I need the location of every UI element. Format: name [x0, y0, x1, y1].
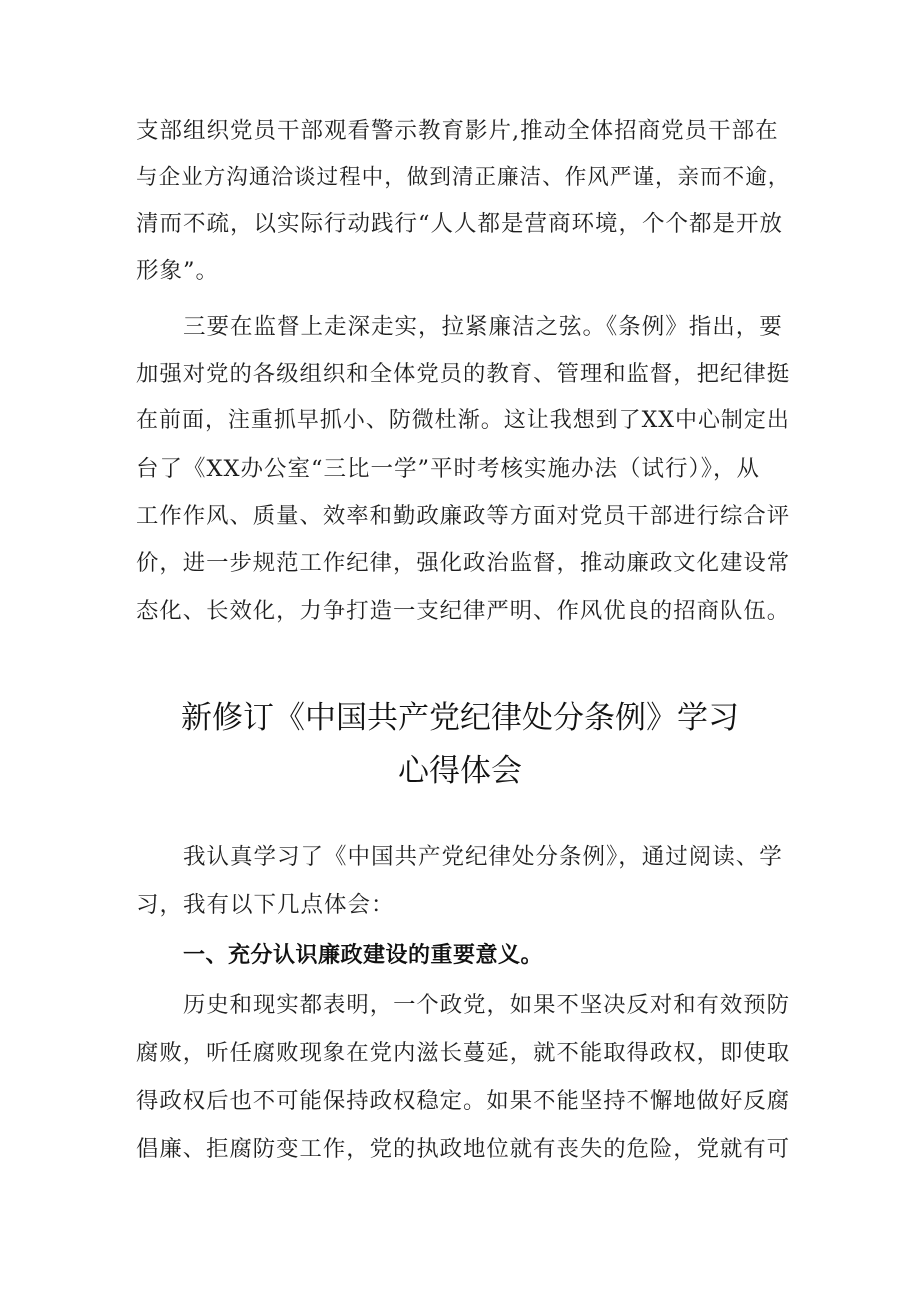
paragraph-line: 台了《XX办公室“三比一学”平时考核实施办法（试行）》，从 [136, 456, 761, 482]
paragraph-line: 在前面，注重抓早抓小、防微杜渐。这让我想到了XX中心制定出 [136, 408, 790, 433]
paragraph-line: 与企业方沟通洽谈过程中，做到清正廉洁、作风严谨，亲而不逾， [136, 165, 791, 190]
paragraph-line: 工作作风、质量、效率和勤政廉政等方面对党员干部进行综合评 [136, 503, 791, 529]
paragraph-line: 形象”。 [136, 258, 220, 284]
body-line: 历史和现实都表明，一个政党，如果不坚决反对和有效预防 [183, 992, 790, 1018]
intro-line: 习，我有以下几点体会： [136, 892, 395, 918]
paragraph-line: 清而不疏，以实际行动践行“人人都是营商环境，个个都是开放 [136, 211, 784, 237]
paragraph-line: 加强对党的各级组织和全体党员的教育、管理和监督，把纪律挺 [136, 361, 791, 387]
paragraph-line: 支部组织党员干部观看警示教育影片,推动全体招商党员干部在 [136, 118, 779, 144]
body-line: 腐败，听任腐败现象在党内滋长蔓延，就不能取得政权，即使取 [136, 1040, 791, 1066]
paragraph-line: 态化、长效化，力争打造一支纪律严明、作风优良的招商队伍。 [136, 598, 791, 624]
paragraph-line: 三要在监督上走深走实，拉紧廉洁之弦。《条例》指出，要 [183, 314, 783, 340]
body-line: 倡廉、拒腐防变工作，党的执政地位就有丧失的危险，党就有可 [136, 1136, 791, 1162]
body-line: 得政权后也不可能保持政权稳定。如果不能坚持不懈地做好反腐 [136, 1088, 791, 1114]
paragraph-line: 价，进一步规范工作纪律，强化政治监督，推动廉政文化建设常 [136, 550, 791, 576]
article-title-line2: 心得体会 [398, 753, 522, 789]
intro-line: 我认真学习了《中国共产党纪律处分条例》，通过阅读、学 [183, 844, 783, 870]
article-title-line1: 新修订《中国共产党纪律处分条例》学习 [181, 700, 739, 736]
section-heading: 一、充分认识廉政建设的重要意义。 [183, 943, 544, 968]
